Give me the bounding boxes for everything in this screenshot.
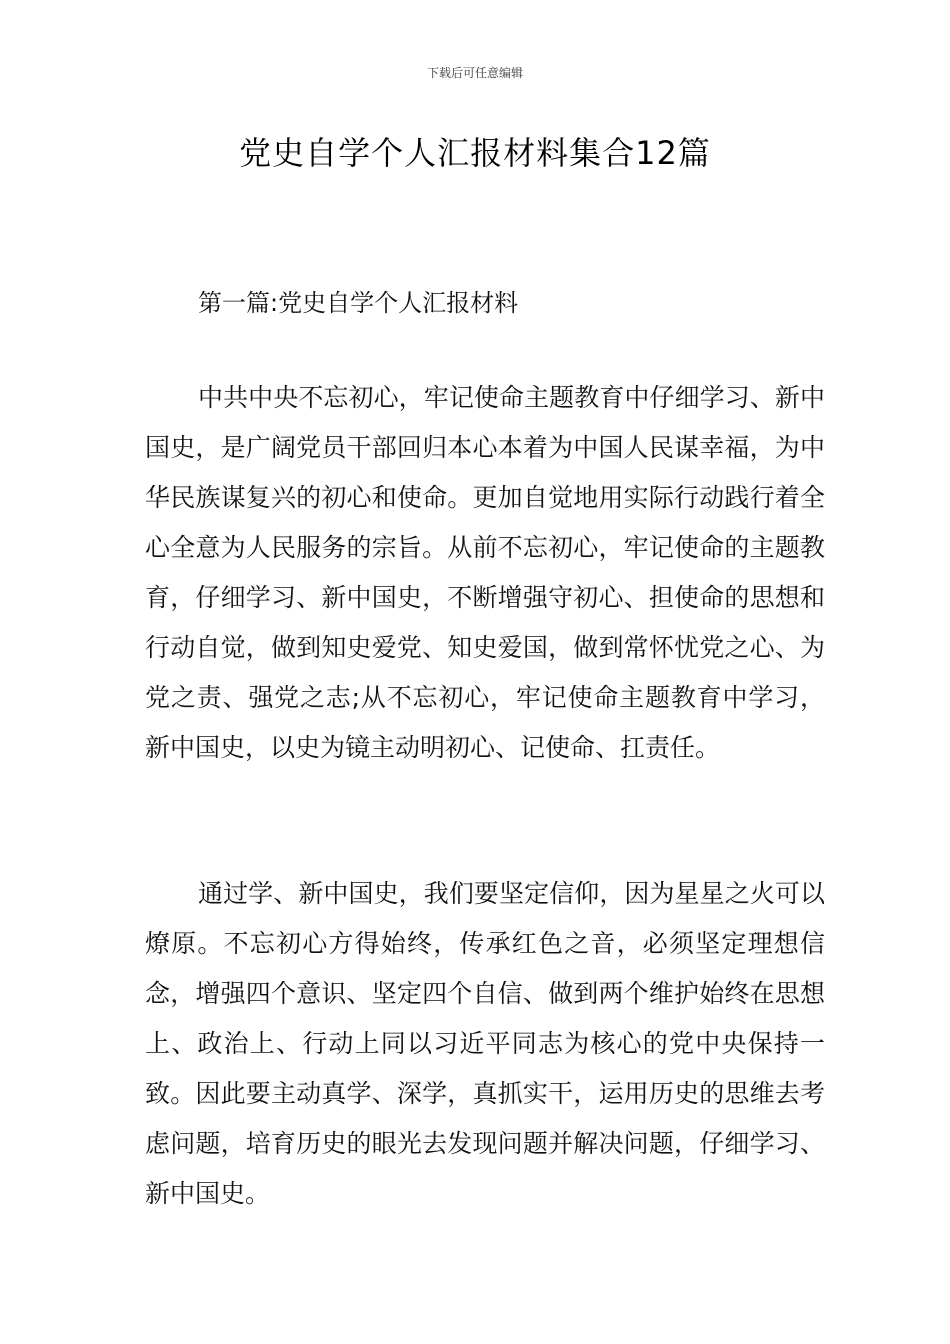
paragraph-2: 通过学、新中国史，我们要坚定信仰，因为星星之火可以燎原。不忘初心方得始终，传承红色之音，必须坚定理想信念，增强四个意识、坚定四个自信、做到两个维护始终在思想上、政治上、行动上同以习近平同志为核心的党中央保持一致。因此要主动真学、深学，真抓实干，运用历史的思维去考虑问题，培育历史的眼光去发现问题并解决问题，仔细学习、新中国史。	[145, 879, 825, 1208]
document-title: 党史自学个人汇报材料集合12篇	[239, 134, 711, 172]
section-heading: 第一篇:党史自学个人汇报材料	[198, 289, 519, 317]
header-note: 下载后可任意编辑	[426, 66, 523, 80]
paragraph-1: 中共中央不忘初心，牢记使命主题教育中仔细学习、新中国史，是广阔党员干部回归本心本着为中国人民谋幸福，为中华民族谋复兴的初心和使命。更加自觉地用实际行动践行着全心全意为人民服务的宗旨。从前不忘初心，牢记使命的主题教育，仔细学习、新中国史，不断增强守初心、担使命的思想和行动自觉，做到知史爱党、知史爱国，做到常怀忧党之心、为党之责、强党之志;从不忘初心，牢记使命主题教育中学习，新中国史，以史为镜主动明初心、记使命、扛责任。	[145, 383, 825, 762]
